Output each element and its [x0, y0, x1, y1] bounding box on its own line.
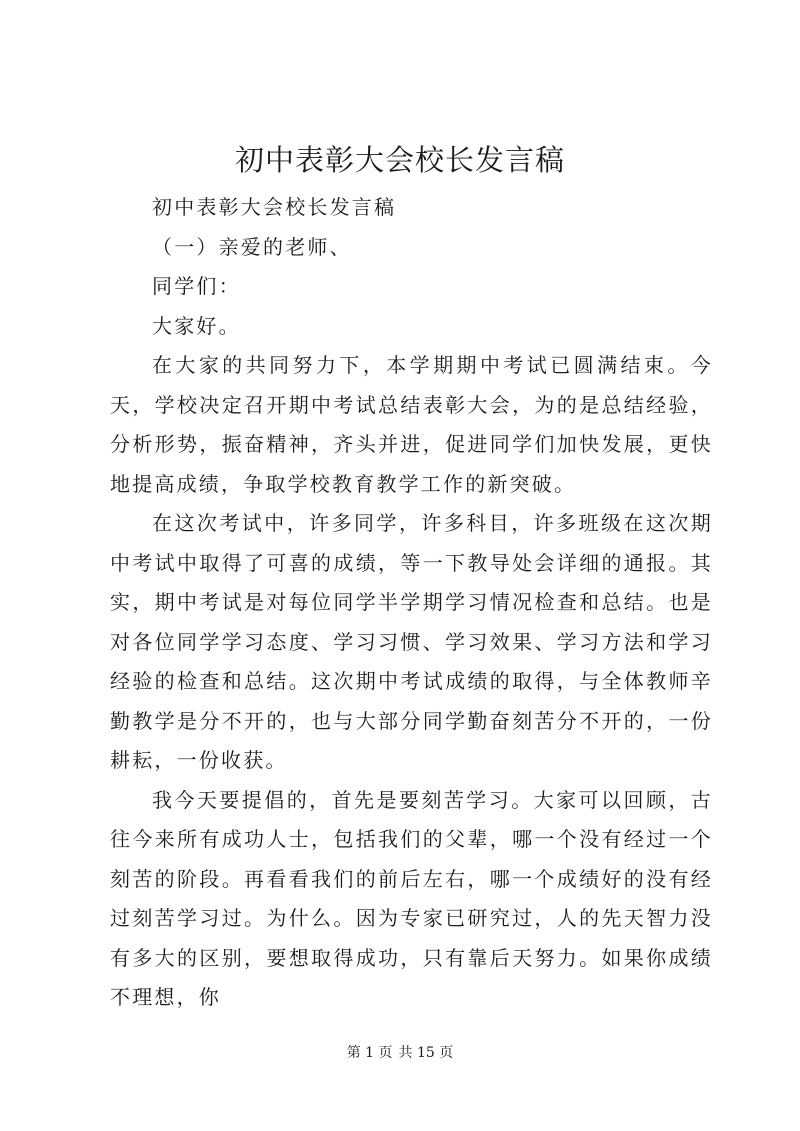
paragraph-body: 在大家的共同努力下，本学期期中考试已圆满结束。今天，学校决定召开期中考试总结表彰大会，为的是总结经验，分析形势，振奋精神，齐头并进，促进同学们加快发展，更快地提高成绩，争取学校教育教学工作的新突破。 [110, 353, 713, 496]
paragraph-body: 我今天要提倡的，首先是要刻苦学习。大家可以回顾，古往今来所有成功人士，包括我们的父辈，哪一个没有经过一个刻苦的阶段。再看看我们的前后左右，哪一个成绩好的没有经过刻苦学习过。为什么。因为专家已研究过，人的先天智力没有多大的区别，要想取得成功，只有靠后天努力。如果你成绩不理想，你 [110, 787, 713, 1009]
document-title: 初中表彰大会校长发言稿 [234, 143, 565, 177]
paragraph-greeting: 大家好。 [152, 313, 241, 338]
paragraph-salutation-cont: 同学们： [152, 274, 241, 298]
page-footer [0, 1043, 800, 1063]
page-total: 共 15 页 [398, 1045, 454, 1061]
paragraph-body: 在这次考试中，许多同学，许多科目，许多班级在这次期中考试中取得了可喜的成绩，等一下教导处会详细的通报。其实，期中考试是对每位同学半学期学习情况检查和总结。也是对各位同学学习态度、学习习惯、学习效果、学习方法和学习经验的检查和总结。这次期中考试成绩的取得，与全体教师辛勤教学是分不开的，也与大部分同学勤奋刻苦分不开的，一份耕耘，一份收获。 [110, 511, 713, 772]
paragraph-subtitle: 初中表彰大会校长发言稿 [152, 195, 397, 219]
document-body [110, 188, 713, 1018]
page-number: 第 1 页 [346, 1045, 393, 1061]
paragraph-salutation: （一）亲爱的老师、 [152, 234, 352, 259]
